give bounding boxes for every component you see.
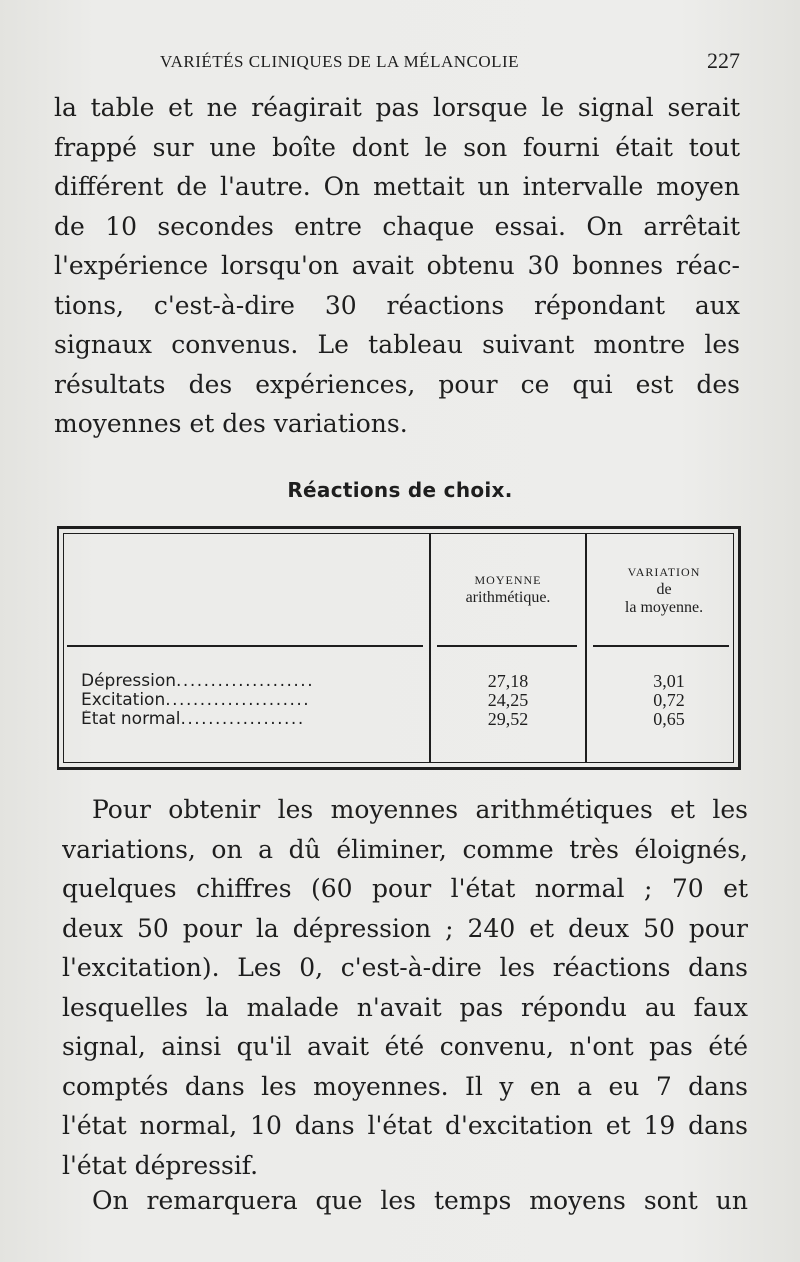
cell-mean-excitation: 24,25 [487,690,529,710]
cell-mean-normal: 29,52 [487,709,529,729]
text-line: comptés dans les moyennes. Il y en a eu 7 dans [62,1071,748,1101]
column-divider [429,533,431,763]
paragraph-remark [62,1181,748,1221]
text-line: l'état dépressif. [62,1150,259,1180]
column-header-mean-lower: arithmétique. [465,589,551,606]
cell-variation-excitation: 0,72 [653,690,685,710]
results-table [57,526,741,770]
column-divider [585,533,587,763]
row-label-excitation [81,691,421,710]
page-header [160,48,740,76]
column-header-variation-caps: VARIATION [627,565,701,579]
text-line: signaux convenus. Le tableau suivant montre les [54,330,740,359]
text-line: deux 50 pour la dépression ; 240 et deux 50 pour [62,913,748,943]
cell-mean-depression: 27,18 [487,671,529,691]
row-label-text: Dépression [81,672,177,691]
paragraph-intro [54,88,740,444]
cell-variation-normal: 0,65 [653,709,685,729]
column-header-mean-caps: MOYENNE [474,573,542,587]
text-line: signal, ainsi qu'il avait été convenu, n'ont pas été [62,1032,748,1061]
paragraph-explanation [62,790,748,1185]
column-header-variation [589,563,739,617]
text-line: de 10 secondes entre chaque essai. On arrêtait [54,211,740,241]
leader-dots: .................. [180,710,305,729]
text-line: l'excitation). Les 0, c'est-à-dire les réactions dans [62,953,748,982]
row-label-depression [81,672,421,691]
text-line: Pour obtenir les moyennes arithmétiques et les [92,795,748,824]
text-line: la table et ne réagirait pas lorsque le signal serait [54,93,740,122]
text-line: variations, on a dû éliminer, comme très éloignés, [62,834,748,864]
row-label-text: Excitation [81,691,166,710]
row-label-normal [81,710,421,729]
text-line: résultats des expériences, pour ce qui est des [54,369,740,399]
column-header-variation-mid: de [656,581,672,598]
row-label-text: État normal [81,710,181,729]
text-line: moyennes et des variations. [54,409,408,438]
text-line: l'expérience lorsqu'on avait obtenu 30 bonnes réac- [54,251,740,280]
leader-dots: .................... [176,672,315,691]
leader-dots: ..................... [165,691,311,710]
column-header-variation-lower: la moyenne. [624,599,704,616]
text-line: frappé sur une boîte dont le son fourni était tout [54,132,740,162]
page-number: 227 [707,48,740,73]
column-header-mean [433,571,583,607]
header-rule [67,645,423,647]
text-line: tions, c'est-à-dire 30 réactions répondant aux [54,290,740,320]
text-line: lesquelles la malade n'avait pas répondu au faux [62,992,748,1022]
header-rule [593,645,729,647]
text-line: l'état normal, 10 dans l'état d'excitation et 19 dans [62,1111,748,1140]
text-line: On remarquera que les temps moyens sont un [92,1186,748,1215]
cell-variation-depression: 3,01 [653,671,685,691]
text-line: quelques chiffres (60 pour l'état normal ; 70 et [62,874,748,903]
table-title: Réactions de choix. [287,478,513,502]
text-line: différent de l'autre. On mettait un intervalle moyen [54,172,740,201]
header-rule [437,645,577,647]
running-title: VARIÉTÉS CLINIQUES DE LA MÉLANCOLIE [160,52,520,71]
